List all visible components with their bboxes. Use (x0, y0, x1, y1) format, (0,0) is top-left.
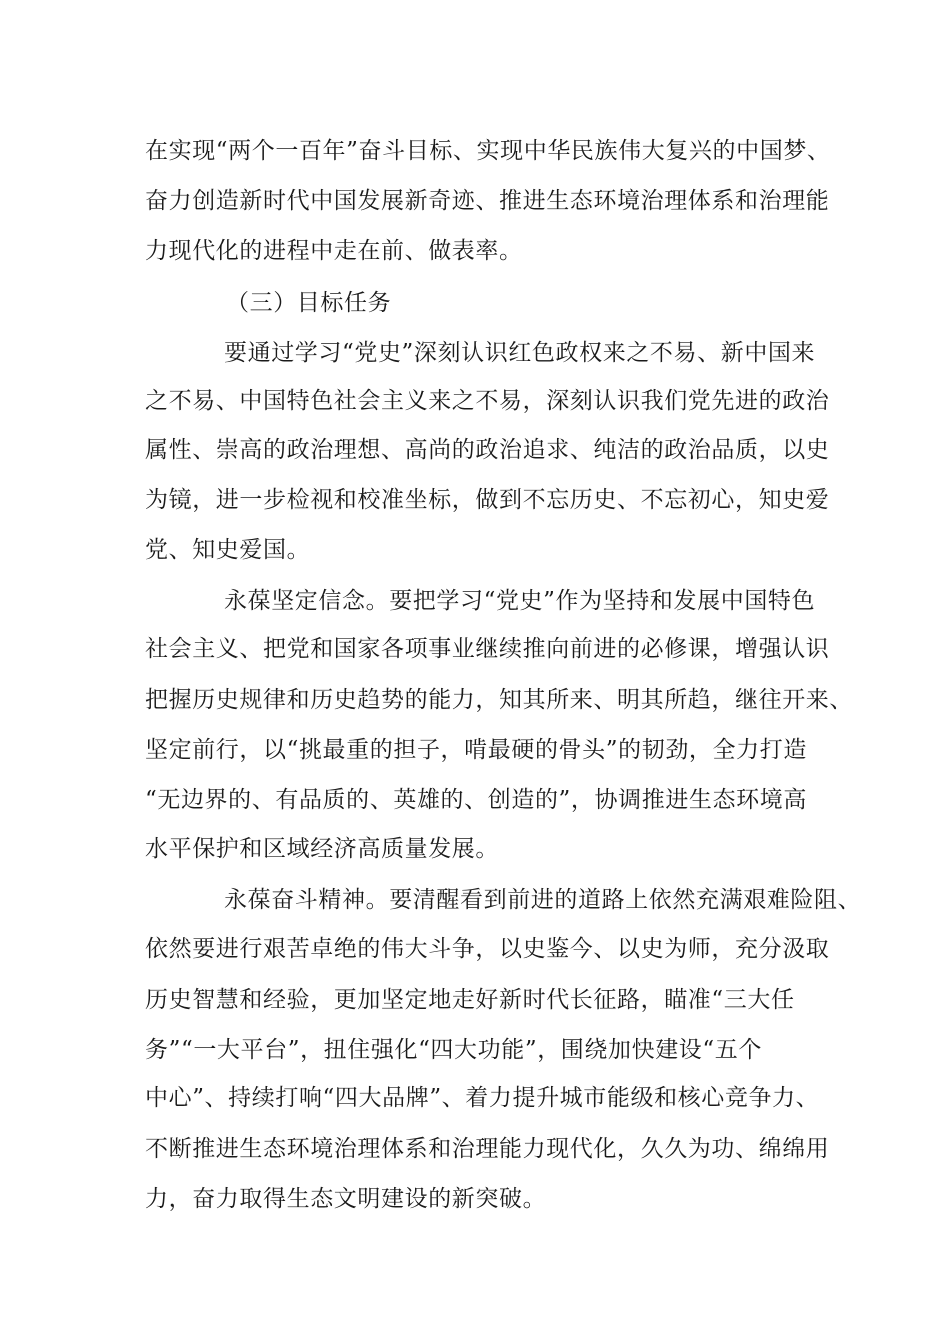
text-line: 属性、崇高的政治理想、高尚的政治追求、纯洁的政治品质，以史 (145, 437, 830, 463)
text-line: 之不易、中国特色社会主义来之不易，深刻认识我们党先进的政治 (145, 388, 830, 414)
text-line: 在实现“两个一百年”奋斗目标、实现中华民族伟大复兴的中国梦、 (145, 138, 831, 164)
text-line: “无边界的、有品质的、英雄的、创造的”，协调推进生态环境高 (145, 787, 807, 813)
text-line: 依然要进行艰苦卓绝的伟大斗争，以史鉴今、以史为师，充分汲取 (145, 936, 830, 962)
text-line: 要通过学习“党史”深刻认识红色政权来之不易、新中国来 (224, 340, 816, 366)
text-line: 不断推进生态环境治理体系和治理能力现代化，久久为功、绵绵用 (145, 1136, 830, 1162)
text-line: 历史智慧和经验，更加坚定地走好新时代长征路，瞄准“三大任 (145, 987, 795, 1013)
text-line: 水平保护和区域经济高质量发展。 (145, 836, 499, 862)
text-line: 奋力创造新时代中国发展新奇迹、推进生态环境治理体系和治理能 (145, 188, 830, 214)
text-line: 力，奋力取得生态文明建设的新突破。 (145, 1186, 547, 1212)
section-heading: （三）目标任务 (226, 290, 392, 316)
text-line: 社会主义、把党和国家各项事业继续推向前进的必修课，增强认识 (145, 636, 830, 662)
text-line: 坚定前行，以“挑最重的担子，啃最硬的骨头”的韧劲，全力打造 (145, 737, 807, 763)
text-line: 党、知史爱国。 (145, 537, 311, 563)
text-line: 永葆奋斗精神。要清醒看到前进的道路上依然充满艰难险阻、 (224, 887, 862, 913)
text-line: 务”“一大平台”，扭住强化“四大功能”，围绕加快建设“五个 (145, 1037, 762, 1063)
text-line: 为镜，进一步检视和校准坐标，做到不忘历史、不忘初心，知史爱 (145, 487, 830, 513)
text-line: 中心”、持续打响“四大品牌”、着力提升城市能级和核心竞争力、 (145, 1085, 820, 1111)
text-line: 力现代化的进程中走在前、做表率。 (145, 238, 523, 264)
text-line: 把握历史规律和历史趋势的能力，知其所来、明其所趋，继往开来、 (145, 687, 853, 713)
text-line: 永葆坚定信念。要把学习“党史”作为坚持和发展中国特色 (224, 588, 816, 614)
